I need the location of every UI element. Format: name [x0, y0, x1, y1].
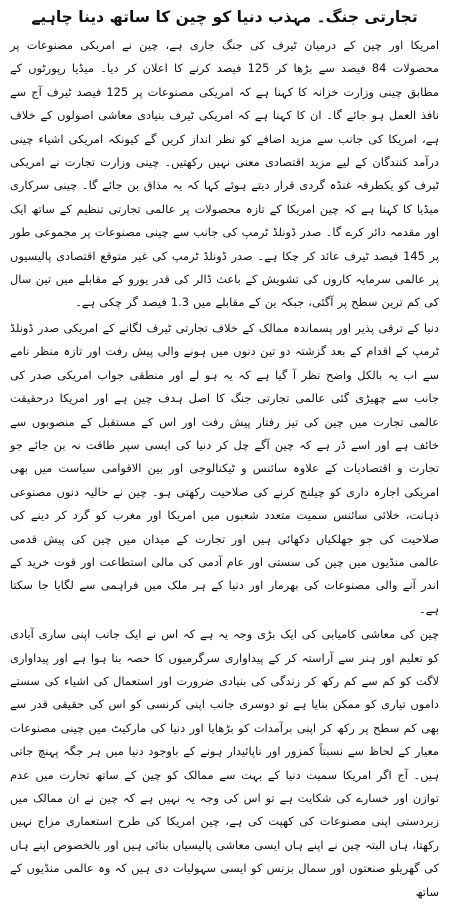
article-title: تجارتی جنگ۔ مہذب دنیا کو چین کا ساتھ دینا چاہیے — [31, 8, 418, 26]
article-paragraph: امریکا اور چین کے درمیان ٹیرف کی جنگ جاری ہے، چین نے امریکی مصنوعات پر محصولات 84 فیصد سے بڑھا کر 125 فیصد کرنے کا اعلان کر دیا۔ میڈیا رپورٹوں کے مطابق چینی وزارت خزانہ کا کہنا ہے کہ امریکی مصنوعات پر 125 فیصد ٹیرف آج سے نافذ العمل ہو جائے گا۔ ان کا کہنا ہے کہ امریکی ٹیرف بنیادی معاشی اصولوں کے خلاف ہے، امریکا کی جانب سے مزید اضافے کو نظر انداز کریں گے کیونکہ امریکی اشیاء چینی درآمد کنندگان کے لیے مزید اقتصادی معنی نہیں رکھتیں۔ چینی وزارت تجارت نے امریکی ٹیرف کو یکطرفہ غنڈہ گردی قرار دیتے ہوئے کہا کہ یہ مذاق بن جائے گا۔ چینی سرکاری میڈیا کا کہنا ہے کہ چین امریکا کے تازہ محصولات پر عالمی تجارتی تنظیم کے ساتھ ایک اور مقدمہ دائر کرے گا۔ صدر ڈونلڈ ٹرمپ کی جانب سے چینی مصنوعات پر مجموعی طور پر 145 فیصد ٹیرف عائد کر چکا ہے۔ صدر ڈونلڈ ٹرمپ کی غیر متوقع اقتصادی پالیسیوں پر عالمی سرمایہ کاروں کی تشویش کے باعث ڈالر کی قدر یورو کے مقابلے میں تین سال کی کم ترین سطح پر آگئی، جبکہ ین کے مقابلے میں 1.3 فیصد گر چکی ہے۔ — [10, 38, 439, 310]
article-paragraph: دنیا کے ترقی پذیر اور پسماندہ ممالک کے خلاف تجارتی ٹیرف لگانے کے امریکی صدر ڈونلڈ ٹرمپ کے اقدام کے بعد گزشتہ دو تین دنوں میں ہونے والی پیش رفت اور تازہ منظر نامے سے اب یہ بالکل واضح نظر آ گیا ہے کہ یہ ہو لے اور منطقی جواب امریکی صدر کی جانب سے چھیڑی گئی عالمی تجارتی جنگ کا اصل ہدف چین ہے اور امریکا درحقیقت عالمی تجارت میں چین کی تیز رفتار پیش رفت اور اس کے مستقبل کے منصوبوں سے خائف ہے اور اسے ڈر ہے کہ چین آگے چل کر دنیا کی ایسی سپر طاقت نہ بن جائے جو تجارت و اقتصادیات کے علاوہ سائنس و ٹیکنالوجی اور بین الاقوامی سیاست میں بھی امریکی اجارہ داری کو چیلنج کرنے کی صلاحیت رکھتی ہو۔ چین نے حالیہ دنوں مصنوعی ذہانت، خلائی سائنس سمیت متعدد شعبوں میں امریکا اور مغرب کو گرد کر دینے کی صلاحیت کی جو جھلکیاں دکھائی ہیں اور تجارت کے میدان میں چین کی پیش قدمی عالمی منڈیوں میں چین کی سستی اور عام آدمی کی مالی استطاعت اور قوت خرید کے اندر آنے والی مصنوعات کی بھرمار اور دنیا کے ہر ملک میں فراہمی سے لگایا جا سکتا ہے۔ — [10, 320, 439, 616]
article-paragraph: چین کی معاشی کامیابی کی ایک بڑی وجہ یہ ہے کہ اس نے ایک جانب اپنی ساری آبادی کو تعلیم اور ہنر سے آراستہ کر کے پیداواری سرگرمیوں کا حصہ بنا ہوا ہے اور پیداواری لاگت کو کم سے کم رکھ کر زندگی کی بنیادی ضرورت اور استعمال کی اشیاء کی سستے داموں تیاری کو ممکن بنایا ہے تو دوسری جانب اپنی کرنسی کو اس کی حقیقی قدر سے بھی کم سطح پر رکھ کر اپنی برآمدات کو بڑھایا اور دنیا کی مارکیٹ میں چینی مصنوعات معیار کے لحاظ سے نسبتاً کمزور اور ناپائیدار ہونے کے باوجود دنیا میں ہر جگہ پہنچ جاتی ہیں۔ آج اگر امریکا سمیت دنیا کے بہت سے ممالک کو چین کے ساتھ تجارت میں عدم توازن اور خسارے کی شکایت ہے تو اس کی وجہ یہ نہیں ہے کہ چین نے ان ممالک میں زبردستی اپنی مصنوعات کی کھپت کی ہے، چین امریکا کی طرح استعماری مزاج نہیں رکھتا، ہاں البتہ چین نے اپنے ہاں ایسی معاشی پالیسیاں بنائی ہیں اور بالخصوص اپنے ہاں کی گھریلو صنعتوں اور سمال بزنس کو ایسی سہولیات دی ہیں کہ وہ عالمی منڈیوں کے ساتھ — [10, 627, 439, 899]
